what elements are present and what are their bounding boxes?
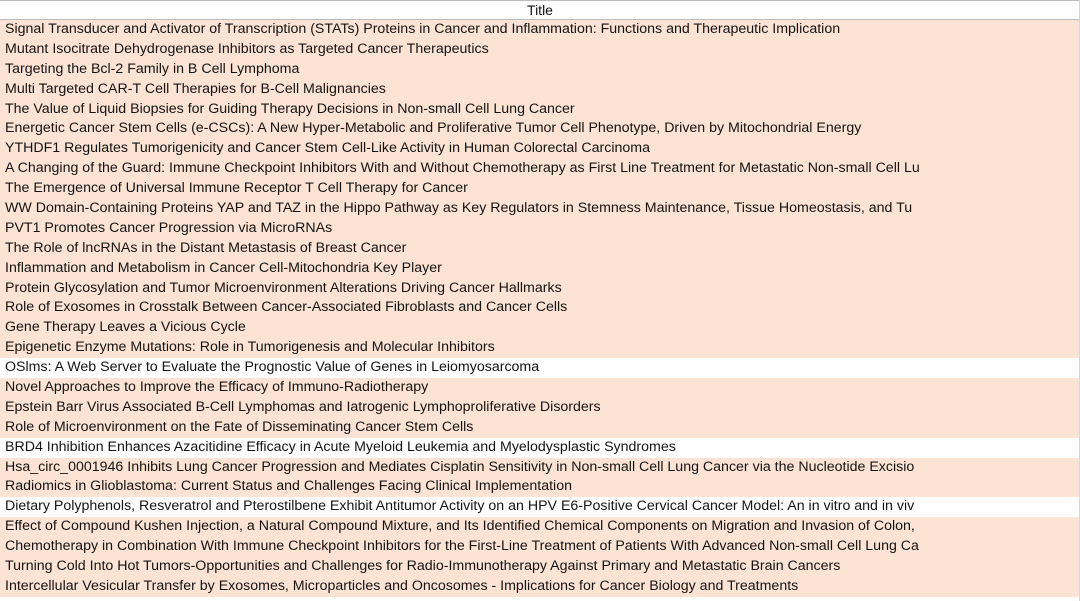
table-row[interactable]: YTHDF1 Regulates Tumorigenicity and Cancer Stem Cell-Like Activity in Human Colorectal Carcinoma xyxy=(0,139,1080,159)
table-row[interactable]: Hsa_circ_0001946 Inhibits Lung Cancer Progression and Mediates Cisplatin Sensitivity in Non-small Cell Lung Cancer via the Nucleotide Excisio xyxy=(0,458,1080,478)
table-row[interactable]: Energetic Cancer Stem Cells (e-CSCs): A New Hyper-Metabolic and Proliferative Tumor Cell Phenotype, Driven by Mitochondrial Energy xyxy=(0,119,1080,139)
table-row[interactable]: A Changing of the Guard: Immune Checkpoint Inhibitors With and Without Chemotherapy as First Line Treatment for Metastatic Non-small Cell Lu xyxy=(0,159,1080,179)
table-row[interactable]: Targeting the Bcl-2 Family in B Cell Lymphoma xyxy=(0,60,1080,80)
table-row[interactable]: Mutant Isocitrate Dehydrogenase Inhibitors as Targeted Cancer Therapeutics xyxy=(0,40,1080,60)
table-row[interactable]: Role of Microenvironment on the Fate of Disseminating Cancer Stem Cells xyxy=(0,418,1080,438)
table-row[interactable]: OSlms: A Web Server to Evaluate the Prognostic Value of Genes in Leiomyosarcoma xyxy=(0,358,1080,378)
table-row[interactable]: Role of Exosomes in Crosstalk Between Cancer-Associated Fibroblasts and Cancer Cells xyxy=(0,298,1080,318)
table-row[interactable]: Novel Approaches to Improve the Efficacy of Immuno-Radiotherapy xyxy=(0,378,1080,398)
table-row[interactable]: Signal Transducer and Activator of Transcription (STATs) Proteins in Cancer and Inflammation: Functions and Therapeutic Implication xyxy=(0,20,1080,40)
table-row[interactable]: Epstein Barr Virus Associated B-Cell Lymphomas and Iatrogenic Lymphoproliferative Disorders xyxy=(0,398,1080,418)
table-row[interactable]: PVT1 Promotes Cancer Progression via MicroRNAs xyxy=(0,219,1080,239)
table-row[interactable]: Chemotherapy in Combination With Immune Checkpoint Inhibitors for the First-Line Treatment of Patients With Advanced Non-small Cell Lung Ca xyxy=(0,537,1080,557)
table-row[interactable]: Inflammation and Metabolism in Cancer Cell-Mitochondria Key Player xyxy=(0,259,1080,279)
column-header-title[interactable]: Title xyxy=(0,0,1080,20)
table-row[interactable]: Protein Glycosylation and Tumor Microenvironment Alterations Driving Cancer Hallmarks xyxy=(0,279,1080,299)
table-row[interactable]: The Role of lncRNAs in the Distant Metastasis of Breast Cancer xyxy=(0,239,1080,259)
table-body xyxy=(0,20,1080,597)
table-row[interactable]: Effect of Compound Kushen Injection, a Natural Compound Mixture, and Its Identified Chemical Components on Migration and Invasion of Colon, xyxy=(0,517,1080,537)
table-row[interactable]: Gene Therapy Leaves a Vicious Cycle xyxy=(0,318,1080,338)
table-row[interactable]: Dietary Polyphenols, Resveratrol and Pterostilbene Exhibit Antitumor Activity on an HPV E6-Positive Cervical Cancer Model: An in vitro and in viv xyxy=(0,497,1080,517)
table-row[interactable]: Intercellular Vesicular Transfer by Exosomes, Microparticles and Oncosomes - Implications for Cancer Biology and Treatments xyxy=(0,577,1080,597)
table-row[interactable]: Epigenetic Enzyme Mutations: Role in Tumorigenesis and Molecular Inhibitors xyxy=(0,338,1080,358)
table-row[interactable]: The Emergence of Universal Immune Receptor T Cell Therapy for Cancer xyxy=(0,179,1080,199)
table-row[interactable]: Multi Targeted CAR-T Cell Therapies for B-Cell Malignancies xyxy=(0,80,1080,100)
table-row[interactable]: The Value of Liquid Biopsies for Guiding Therapy Decisions in Non-small Cell Lung Cancer xyxy=(0,100,1080,120)
table-row[interactable]: BRD4 Inhibition Enhances Azacitidine Efficacy in Acute Myeloid Leukemia and Myelodysplastic Syndromes xyxy=(0,438,1080,458)
table-row[interactable]: Turning Cold Into Hot Tumors-Opportunities and Challenges for Radio-Immunotherapy Against Primary and Metastatic Brain Cancers xyxy=(0,557,1080,577)
table-row[interactable]: Radiomics in Glioblastoma: Current Status and Challenges Facing Clinical Implementation xyxy=(0,477,1080,497)
table-row[interactable]: WW Domain-Containing Proteins YAP and TAZ in the Hippo Pathway as Key Regulators in Stemness Maintenance, Tissue Homeostasis, and Tu xyxy=(0,199,1080,219)
